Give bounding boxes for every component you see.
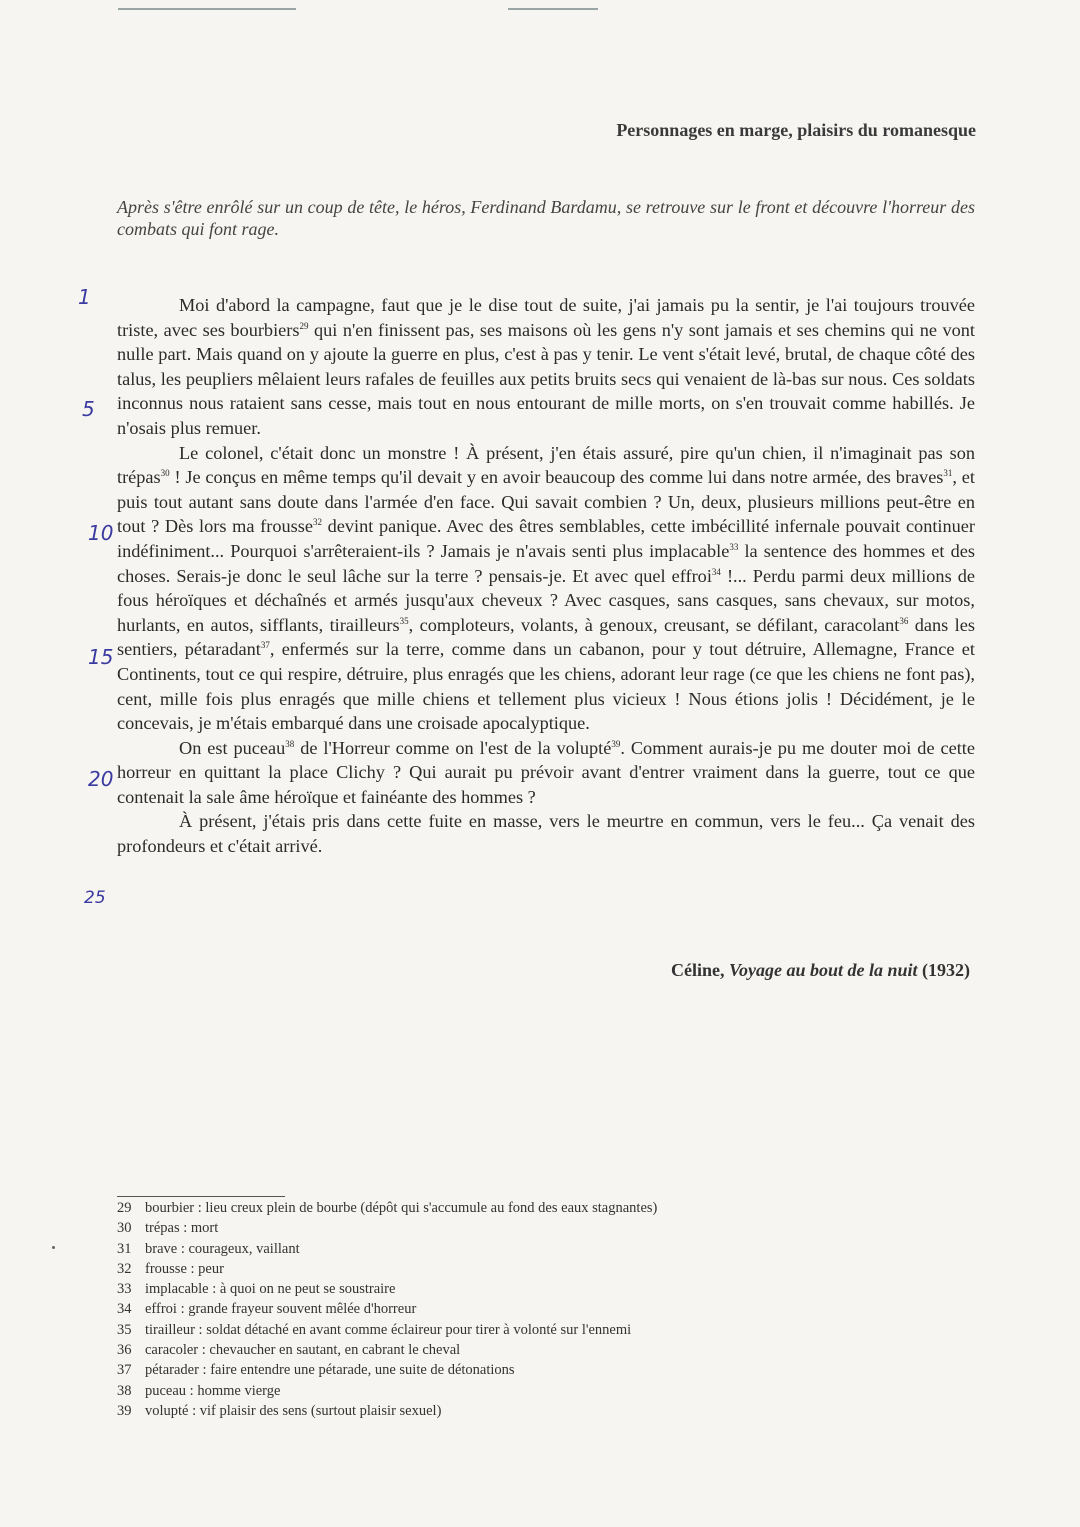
footnote-rule xyxy=(117,1196,285,1197)
footnote-item: 33 implacable : à quoi on ne peut se soustraire xyxy=(117,1281,396,1298)
margin-number-5: 5 xyxy=(82,397,95,421)
footnote-item: 38 puceau : homme vierge xyxy=(117,1382,281,1399)
margin-number-15: 15 xyxy=(88,645,114,669)
footnote-ref-34: 34 xyxy=(711,566,721,577)
footnote-ref-37: 37 xyxy=(260,640,270,651)
top-rule-right xyxy=(508,8,598,10)
margin-number-20: 20 xyxy=(88,767,114,791)
footnote-item: 31 brave : courageux, vaillant xyxy=(117,1240,300,1257)
work-title: Voyage au bout de la nuit xyxy=(728,960,918,980)
footnote-item: 36 caracoler : chevaucher en sautant, en cabrant le cheval xyxy=(117,1342,461,1359)
page-header: Personnages en marge, plaisirs du romanesque xyxy=(616,120,976,140)
footnote-ref-30: 30 xyxy=(160,468,170,479)
paper-speck xyxy=(52,1246,55,1249)
margin-number-25: 25 xyxy=(84,888,106,908)
paragraph-1: Moi d'abord la campagne, faut que je le dise tout de suite, j'ai jamais pu la sentir, je l'ai toujours trouvée triste, avec ses bourbiers$^{29}$ qui n'en finissent pas, ses maisons où les gens n'y sont jamais et ses chemins qui ne vont nulle part. Mais quand on y ajoute la guerre en plus, c'est à pas y tenir. Le vent s'était levé, brutal, de chaque côté des talus, les peupliers mêlaient leurs rafales de feuilles aux petits bruits secs qui venaient de là-bas sur nous. Ces soldats inconnus nous rataient sans cesse, mais tout en nous entourant de mille morts, on s'en trouvait comme habillés. Je n'osais plus remuer. xyxy=(117,295,975,438)
footnote-item: 39 volupté : vif plaisir des sens (surtout plaisir sexuel) xyxy=(117,1402,442,1419)
footnote-ref-38: 38 xyxy=(285,738,295,749)
paragraph-2: Le colonel, c'était donc un monstre ! À présent, j'en étais assuré, pire qu'un chien, il n'imaginait pas son trépas$^{30}$ ! Je conçus en même temps qu'il devait y en avoir beaucoup des comme lui dans notre armée, des braves$^{31}$, et puis tout autant sans doute dans l'armée d'en face. Qui savait combien ? Un, deux, plusieurs millions peut-être en tout ? Dès lors ma frousse$^{32}$ devint panique. Avec des êtres semblables, cette imbécillité infernale pouvait continuer indéfiniment... Pourquoi s'arrêteraient-ils ? Jamais je n'avais senti plus implacable$^{33}$ la sentence des hommes et des choses. Serais-je donc le seul lâche sur la terre ? pensais-je. Et avec quel effroi$^{34}$ !... Perdu parmi deux millions de fous héroïques et déchaînés et armés jusqu'aux cheveux ? Avec casques, sans casques, sans chevaux, sur motos, hurlants, en autos, sifflants, tirailleurs$^{35}$, comploteurs, volants, à genoux, creusant, se défilant, caracolant$^{36}$ dans les sentiers, pétaradant$^{37}$, enfermés sur la terre, comme dans un cabanon, pour y tout détruire, Allemagne, France et Continents, tout ce qui respire, détruire, plus enragés que les chiens, adorant leur rage (ce que les chiens ne font pas), cent, mille fois plus enragés que mille chiens et tellement plus vicieux ! Nous étions jolis ! Décidément, je le concevais, je m'étais embarqué dans une croisade apocalyptique. xyxy=(117,442,976,734)
footnote-ref-33: 33 xyxy=(729,541,739,552)
intro-paragraph: Après s'être enrôlé sur un coup de tête, le héros, Ferdinand Bardamu, se retrouve sur le front et découvre l'horreur des combats qui font rage. xyxy=(117,197,975,239)
source-attribution: Céline, Voyage au bout de la nuit (1932) xyxy=(670,960,970,980)
footnote-item: 35 tirailleur : soldat détaché en avant comme éclaireur pour tirer à volonté sur l'ennemi xyxy=(117,1321,632,1338)
footnote-ref-39: 39 xyxy=(611,738,621,749)
footnote-item: 34 effroi : grande frayeur souvent mêlée d'horreur xyxy=(117,1301,417,1318)
paragraph-3: On est puceau$^{38}$ de l'Horreur comme on l'est de la volupté$^{39}$. Comment aurais-je pu me douter moi de cette horreur en quittant la place Clichy ? Qui aurait pu prévoir avant d'entrer vraiment dans la guerre, tout ce que contenait la sale âme héroïque et fainéante des hommes ? xyxy=(117,737,975,807)
passage-text xyxy=(117,293,975,859)
top-rule-left xyxy=(118,8,296,10)
margin-number-1: 1 xyxy=(78,285,91,309)
footnote-item: 30 trépas : mort xyxy=(117,1220,219,1237)
footnote-item: 29 bourbier : lieu creux plein de bourbe (dépôt qui s'accumule au fond des eaux stagnantes) xyxy=(117,1200,658,1216)
footnote-ref-32: 32 xyxy=(312,517,322,528)
footnote-item: 37 pétarader : faire entendre une pétarade, une suite de détonations xyxy=(117,1362,515,1379)
margin-number-10: 10 xyxy=(88,521,114,545)
footnote-ref-36: 36 xyxy=(899,615,909,626)
footnote-ref-35: 35 xyxy=(399,615,409,626)
paragraph-4: À présent, j'étais pris dans cette fuite en masse, vers le meurtre en commun, vers le feu... Ça venait des profondeurs et c'était arrivé. xyxy=(117,811,975,857)
footnotes xyxy=(117,1198,877,1421)
footnote-item: 32 frousse : peur xyxy=(117,1260,224,1277)
footnote-ref-29: 29 xyxy=(299,320,309,331)
footnote-ref-31: 31 xyxy=(943,468,953,479)
